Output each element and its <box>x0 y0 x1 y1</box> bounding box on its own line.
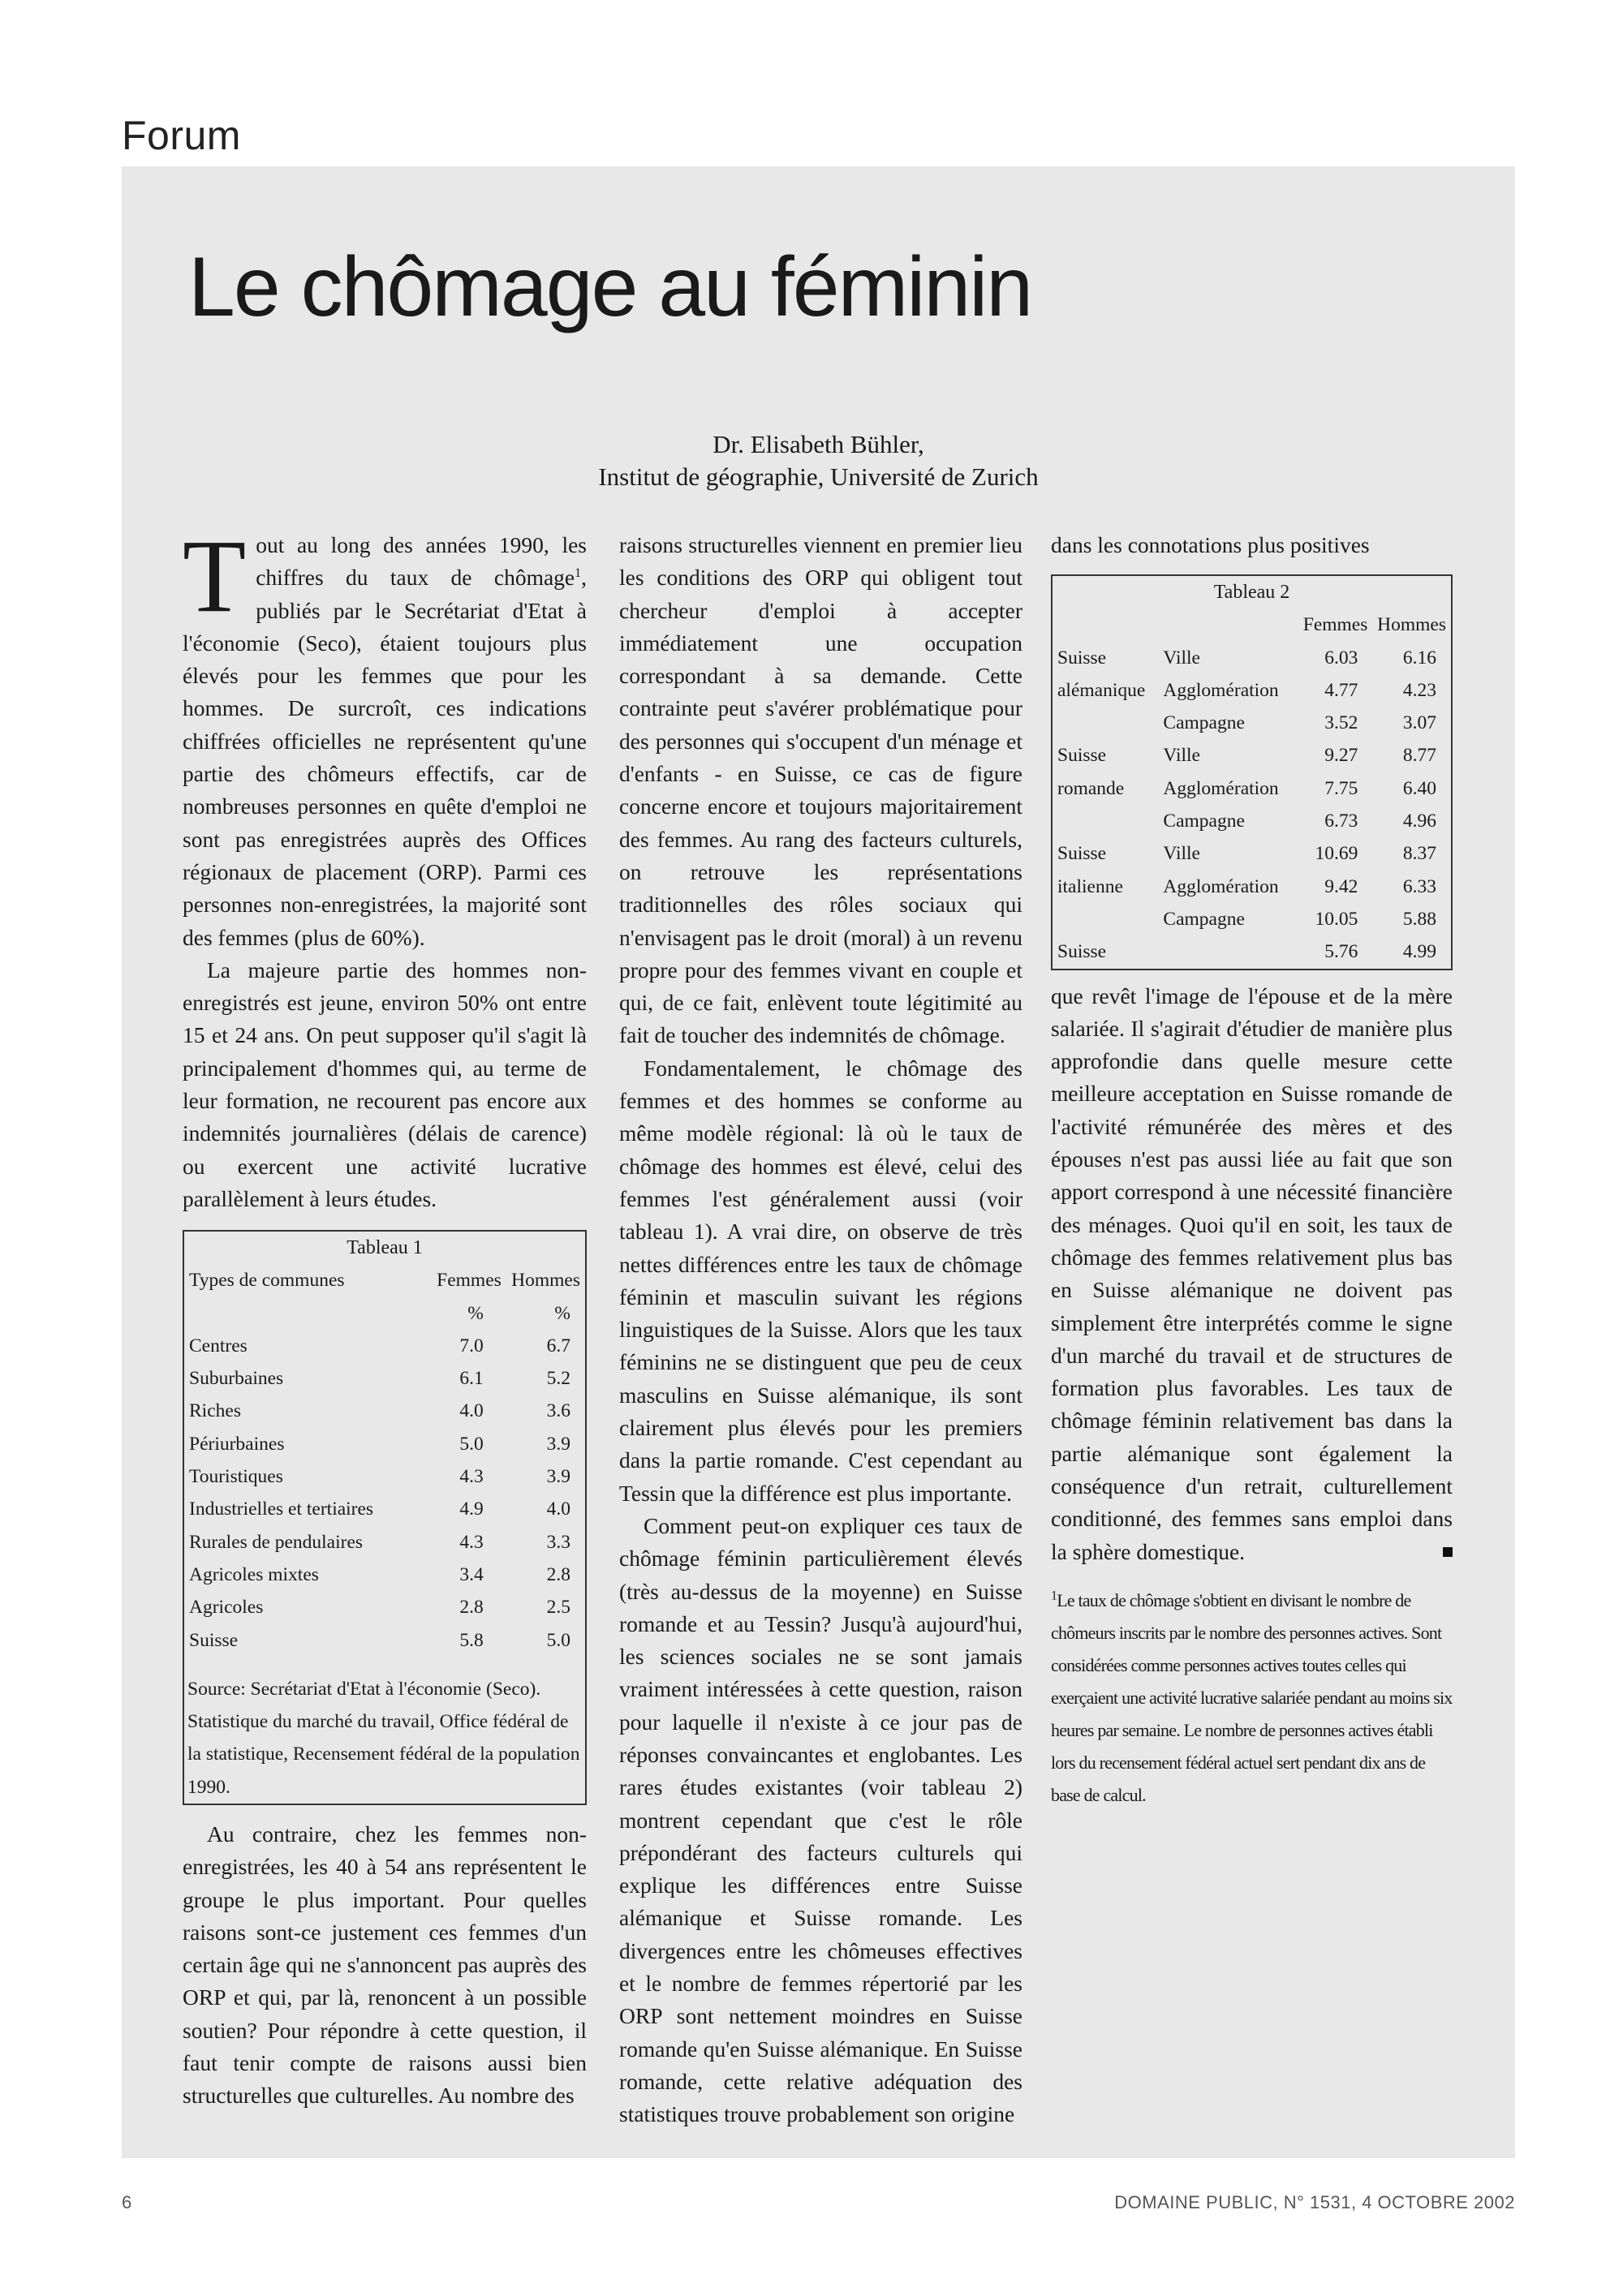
unit-cell: % <box>467 1302 484 1324</box>
table-header-cell: Hommes <box>1377 614 1446 636</box>
paragraph-5: Comment peut-on expliquer ces taux de chômage féminin particulièrement élevés (très au-dessus de la moyenne) en Suisse romande et au Tessin? Jusqu'à aujourd'hui, les sciences sociales ne se sont jamais vraiment intéressées à cette question, raison pour laquelle il n'existe à ce jour pas de réponses convaincantes et englobantes. Les rares études existantes (voir tableau 2) montrent cependant que c'est le rôle prépondérant des facteurs culturels qui explique les différences entre Suisse alémanique et Suisse romande. Les divergences entre les chômeuses effectives et le nombre de femmes répertorié par les ORP sont nettement moindres en Suisse romande qu'en Suisse alémanique. En Suisse romande, cette relative adéquation des statistiques trouve probablement son origine <box>619 1512 1022 2127</box>
end-of-article-mark <box>1443 1547 1453 1557</box>
table-row: Périurbaines 5.0 3.9 <box>189 1433 570 1455</box>
paragraph-1: Tout au long des années 1990, les chiffres du taux de chômage$^1$, publiés par le Secrétariat d'Etat à l'économie (Seco), étaient toujours plus élevés pour les femmes que pour les hommes. De surcroît, ces indications chiffrées officielles ne représentent qu'une partie des chômeurs effectifs, car de nombreuses personnes en quête d'emploi ne sont pas enregistrées auprès des Offices régionaux de placement (ORP). Parmi ces personnes non-enregistrées, la majorité sont des femmes (plus de 60%). <box>183 518 587 950</box>
table-header-cell: Femmes <box>1302 614 1368 636</box>
footnote: $^1$Le taux de chômage s'obtient en divisant le nombre de chômeurs inscrits par le nombre des personnes actives. Sont considérées comme personnes actives toutes celles qui exerçaient une activité lucrative salariée pendant au moins six heures par semaine. Le nombre de personnes actives établi lors du recensement fédéral actuel sert pendant dix ans de base de calcul. <box>1051 1589 1453 1805</box>
table-row: Suisse 5.8 5.0 <box>189 1629 570 1651</box>
column-2 <box>619 529 1022 2131</box>
table-row: Industrielles et tertiaires 4.9 4.0 <box>189 1498 570 1520</box>
byline <box>122 428 1515 493</box>
table-1-header-row <box>187 1264 582 1296</box>
table-row: Touristiques 4.3 3.9 <box>189 1466 570 1488</box>
article-title: Le chômage au féminin <box>188 240 1032 334</box>
paragraph-3-continued: raisons structurelles viennent en premier lieu les conditions des ORP qui obligent tout chercheur d'emploi à accepter immédiatement une occupation correspondant à sa demande. Cette contrainte peut s'avérer problématique pour des personnes qui s'occupent d'un ménage et d'enfants - en Suisse, ce cas de figure concerne encore et toujours majoritairement des femmes. Au rang des facteurs culturels, on retrouve les représentations traditionnelles des rôles sociaux qui n'envisagent pas le droit (moral) à un revenu propre pour des femmes vivant en couple et qui, de ce fait, enlèvent toute légitimité au fait de toucher des indemnités de chômage. <box>619 532 1022 1048</box>
section-label: Forum <box>122 113 241 158</box>
table-row: Campagne 10.05 5.88 <box>1163 908 1436 930</box>
table-row: Suisse Ville 10.69 8.37 <box>1057 843 1436 865</box>
table-row: Agricoles 2.8 2.5 <box>189 1597 570 1619</box>
publication-info: DOMAINE PUBLIC, N° 1531, 4 OCTOBRE 2002 <box>1114 2192 1515 2212</box>
table-header-cell: Types de communes <box>189 1270 345 1292</box>
table-1-units-row <box>187 1297 582 1330</box>
table-row: Suisse 5.76 4.99 <box>1057 941 1436 963</box>
table-1-source: Source: Secrétariat d'Etat à l'économie (Seco). Statistique du marché du travail, Office fédéral de la statistique, Recensement fédéral de la population 1990. <box>187 1678 580 1798</box>
paragraph-4: Fondamentalement, le chômage des femmes et des hommes se conforme au même modèle régional: là où le taux de chômage des hommes est élevé, celui des femmes l'est généralement aussi (voir tableau 1). A vrai dire, on observe de très nettes différences entre les taux de chômage féminin et masculin suivant les régions linguistiques de la Suisse. Alors que les taux féminins ne se distinguent que peu de ceux masculins en Suisse alémanique, ils sont clairement plus élevés pour les premiers dans la partie romande. C'est cependant au Tessin que la différence est plus importante. <box>619 1055 1022 1506</box>
page-number: 6 <box>122 2192 132 2212</box>
column-3 <box>1051 529 1453 1812</box>
footnote-marker: 1 <box>1051 1589 1057 1603</box>
table-row: Suisse Ville 9.27 8.77 <box>1057 745 1436 767</box>
table-header-cell: Hommes <box>511 1270 580 1292</box>
paragraph-3: Au contraire, chez les femmes non-enregistrées, les 40 à 54 ans représentent le groupe le plus important. Pour quelles raisons sont-ce justement ces femmes d'un certain âge qui ne s'annoncent pas auprès des ORP et qui, par là, renoncent à un possible soutien? Pour répondre à cette question, il faut tenir compte de raisons aussi bien structurelles que culturelles. Au nombre des <box>183 1821 587 2109</box>
paragraph-6: que revêt l'image de l'épouse et de la mère salariée. Il s'agirait d'étudier de manière plus approfondie dans quelle mesure cette meilleure acceptation en Suisse romande de l'activité rémunérée des mères et des épouses n'est pas aussi liée au fait que son apport correspond à une nécessité financière des ménages. Quoi qu'il en soit, les taux de chômage des femmes relativement plus bas en Suisse alémanique ne doivent pas simplement être interprétés comme le signe d'un marché du travail et de structures de formation plus favorables. Les taux de chômage féminin relativement bas dans la partie alémanique sont également la conséquence d'un retrait, culturellement conditionné, des femmes sans emploi dans la sphère domestique. <box>1051 982 1453 1564</box>
paragraph-2: La majeure partie des hommes non-enregistrés est jeune, environ 50% ont entre 15 et 24 ans. On peut supposer qu'il s'agit là principalement d'hommes qui, au terme de leur formation, ne recourent pas encore aux indemnités journalières (délais de carence) ou exercent une activité lucrative parallèlement à leurs études. <box>183 957 587 1211</box>
table-2 <box>1051 574 1453 970</box>
table-row: romande Agglomération 7.75 6.40 <box>1057 777 1436 799</box>
table-1 <box>183 1230 587 1805</box>
table-row: Campagne 3.52 3.07 <box>1163 712 1436 734</box>
table-row: Agricoles mixtes 3.4 2.8 <box>189 1563 570 1585</box>
column-1 <box>183 518 587 2113</box>
paragraph-5-continued: dans les connotations plus positives <box>1051 532 1370 557</box>
author-affiliation: Institut de géographie, Université de Zurich <box>598 462 1039 491</box>
unit-cell: % <box>554 1302 570 1324</box>
table-row: italienne Agglomération 9.42 6.33 <box>1057 875 1436 897</box>
author-name: Dr. Elisabeth Bühler, <box>712 430 924 458</box>
table-row: Suburbaines 6.1 5.2 <box>189 1368 570 1390</box>
table-row: Rurales de pendulaires 4.3 3.3 <box>189 1531 570 1553</box>
table-1-caption: Tableau 1 <box>347 1237 423 1259</box>
table-row: Riches 4.0 3.6 <box>189 1400 570 1422</box>
drop-cap: T <box>183 518 247 634</box>
table-2-header-row <box>1056 608 1448 641</box>
table-2-caption: Tableau 2 <box>1213 582 1290 604</box>
table-row: Suisse Ville 6.03 6.16 <box>1057 647 1436 669</box>
table-header-cell: Femmes <box>437 1270 502 1292</box>
footnote-reference[interactable]: 1 <box>575 566 582 581</box>
table-row: Campagne 6.73 4.96 <box>1163 810 1436 832</box>
table-row: alémanique Agglomération 4.77 4.23 <box>1057 679 1436 701</box>
table-row: Centres 7.0 6.7 <box>189 1335 570 1357</box>
